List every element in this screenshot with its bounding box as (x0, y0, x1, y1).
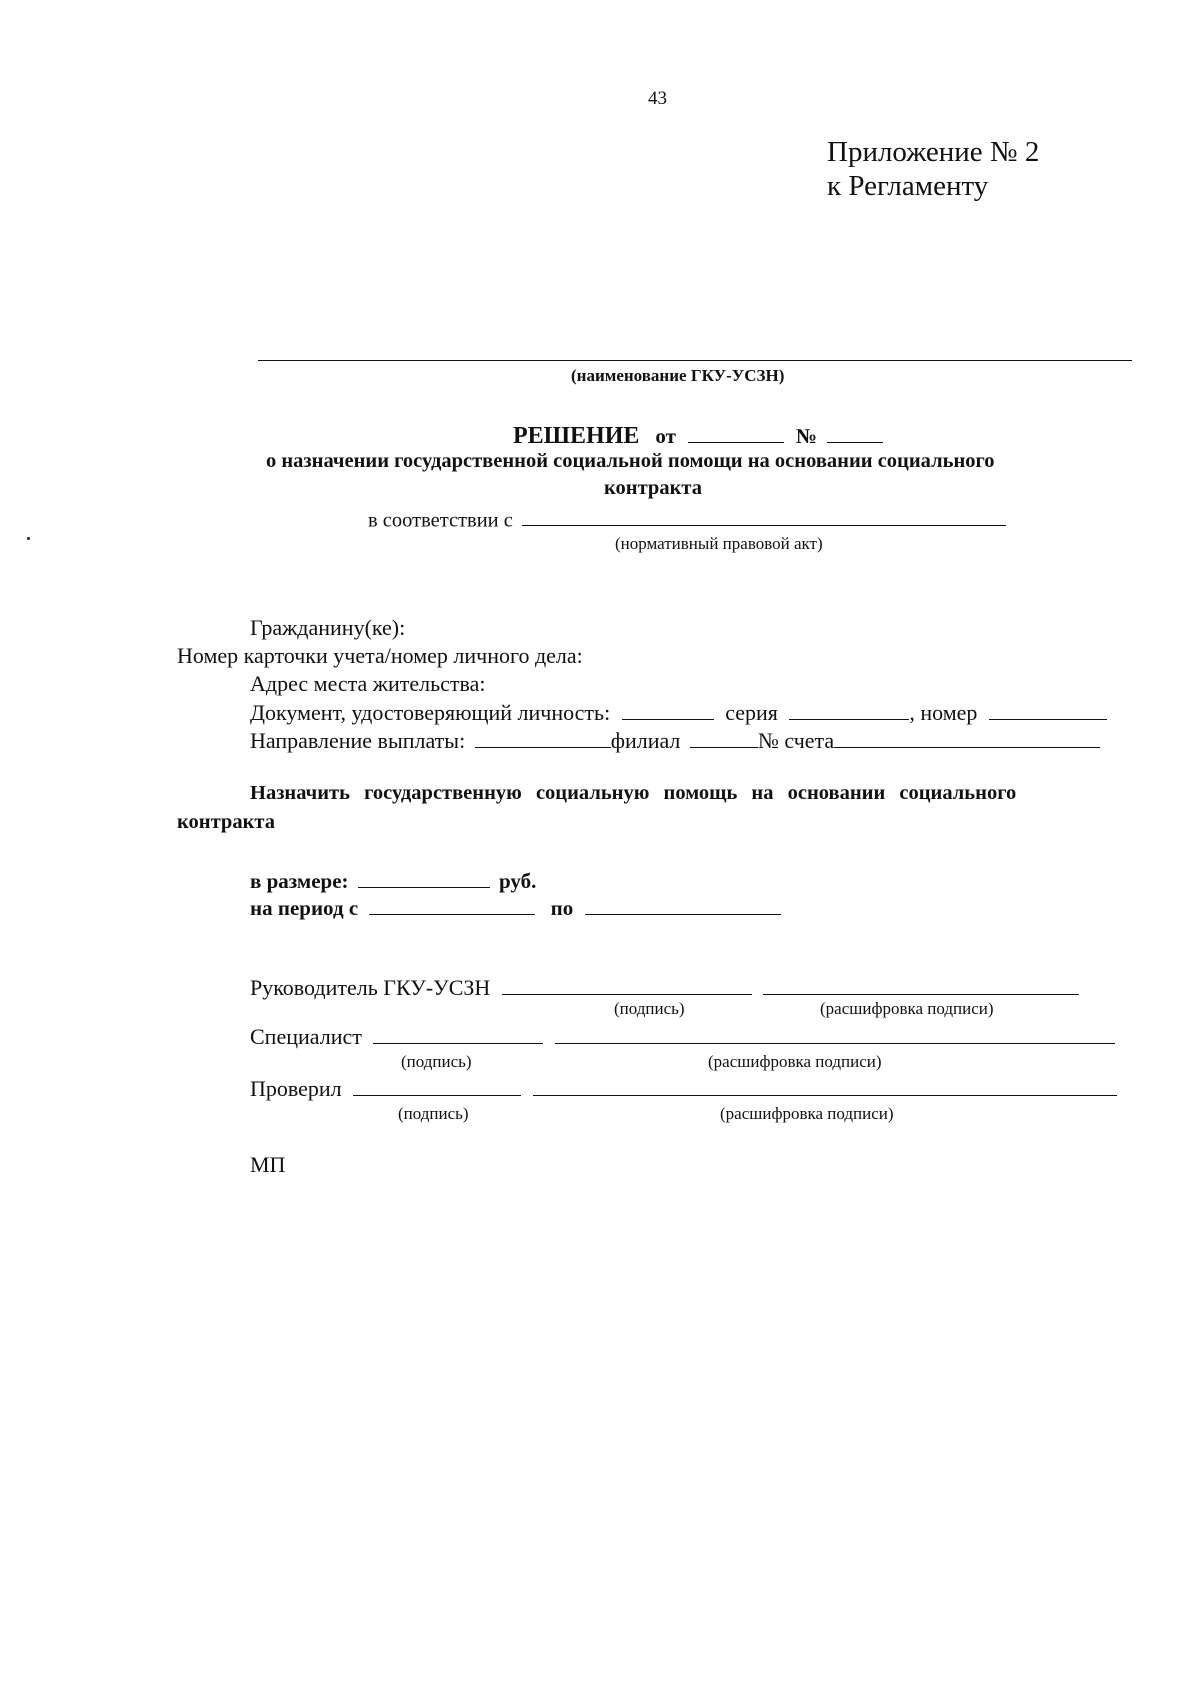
currency-label: руб. (499, 868, 537, 893)
organization-name-line (258, 360, 1132, 361)
checked-label: Проверил (250, 1075, 342, 1101)
checked-decode-caption: (расшифровка подписи) (720, 1104, 894, 1123)
amount-row (250, 867, 536, 894)
decision-title: РЕШЕНИЕ (513, 422, 640, 449)
checked-signature-row (250, 1074, 1117, 1102)
branch-label: филиал (610, 727, 681, 753)
scan-speck (27, 537, 30, 540)
specialist-label: Специалист (250, 1023, 362, 1049)
specialist-signature-row (250, 1022, 1115, 1050)
period-from-field (369, 894, 535, 915)
document-number-field (989, 698, 1107, 720)
legal-act-caption: (нормативный правовой акт) (615, 534, 823, 553)
specialist-signature-caption: (подпись) (401, 1052, 472, 1071)
payment-direction-label: Направление выплаты: (250, 727, 466, 753)
head-decode-caption: (расшифровка подписи) (820, 999, 994, 1018)
specialist-decode-field (555, 1022, 1115, 1044)
appendix-subtitle: к Регламенту (827, 170, 989, 202)
page-number: 43 (648, 88, 667, 109)
identity-document-row (250, 698, 1107, 726)
address-label: Адрес места жительства: (250, 671, 486, 696)
specialist-signature-field (373, 1022, 543, 1044)
head-signature-row (250, 973, 1079, 1001)
checked-decode-field (533, 1074, 1117, 1096)
head-signature-field (502, 973, 752, 995)
decision-subtitle-line1: о назначении государственной социальной помощи на основании социального (266, 450, 995, 472)
assignment-text-line1: Назначить государственную социальную помощь на основании социального (250, 782, 1017, 804)
specialist-decode-caption: (расшифровка подписи) (708, 1052, 882, 1071)
period-row (250, 894, 781, 921)
account-label: № счета (757, 727, 835, 753)
head-label: Руководитель ГКУ-УСЗН (250, 974, 491, 1000)
payment-direction-field (475, 726, 611, 748)
head-decode-field (763, 973, 1079, 995)
stamp-place-label: МП (250, 1152, 286, 1177)
appendix-title: Приложение № 2 (827, 136, 1040, 168)
amount-field (358, 867, 490, 888)
decision-date-field (688, 419, 784, 443)
decision-subtitle-line2: контракта (604, 477, 702, 499)
organization-name-caption: (наименование ГКУ-УСЗН) (571, 366, 785, 385)
decision-title-row (513, 419, 883, 450)
head-signature-caption: (подпись) (614, 999, 685, 1018)
assignment-text-line2: контракта (177, 811, 275, 833)
checked-signature-caption: (подпись) (398, 1104, 469, 1123)
card-number-label: Номер карточки учета/номер личного дела: (177, 643, 583, 668)
identity-document-label: Документ, удостоверяющий личность: (250, 699, 611, 725)
account-field (834, 726, 1100, 748)
period-to-field (585, 894, 781, 915)
period-from-label: на период с (250, 895, 359, 920)
citizen-label: Гражданину(ке): (250, 615, 406, 640)
series-field (789, 698, 909, 720)
payment-row (250, 726, 1100, 754)
decision-number-sign: № (795, 423, 818, 448)
branch-field (690, 726, 758, 748)
checked-signature-field (353, 1074, 521, 1096)
number-label: , номер (909, 699, 978, 725)
decision-from-label: от (655, 423, 676, 448)
legal-act-field (522, 506, 1006, 526)
accordance-row (368, 506, 1006, 532)
decision-number-field (827, 419, 883, 443)
identity-document-field (622, 698, 714, 720)
accordance-label: в соответствии с (368, 509, 513, 532)
series-label: серия (725, 699, 778, 725)
amount-label: в размере: (250, 868, 349, 893)
period-to-label: по (550, 895, 574, 920)
